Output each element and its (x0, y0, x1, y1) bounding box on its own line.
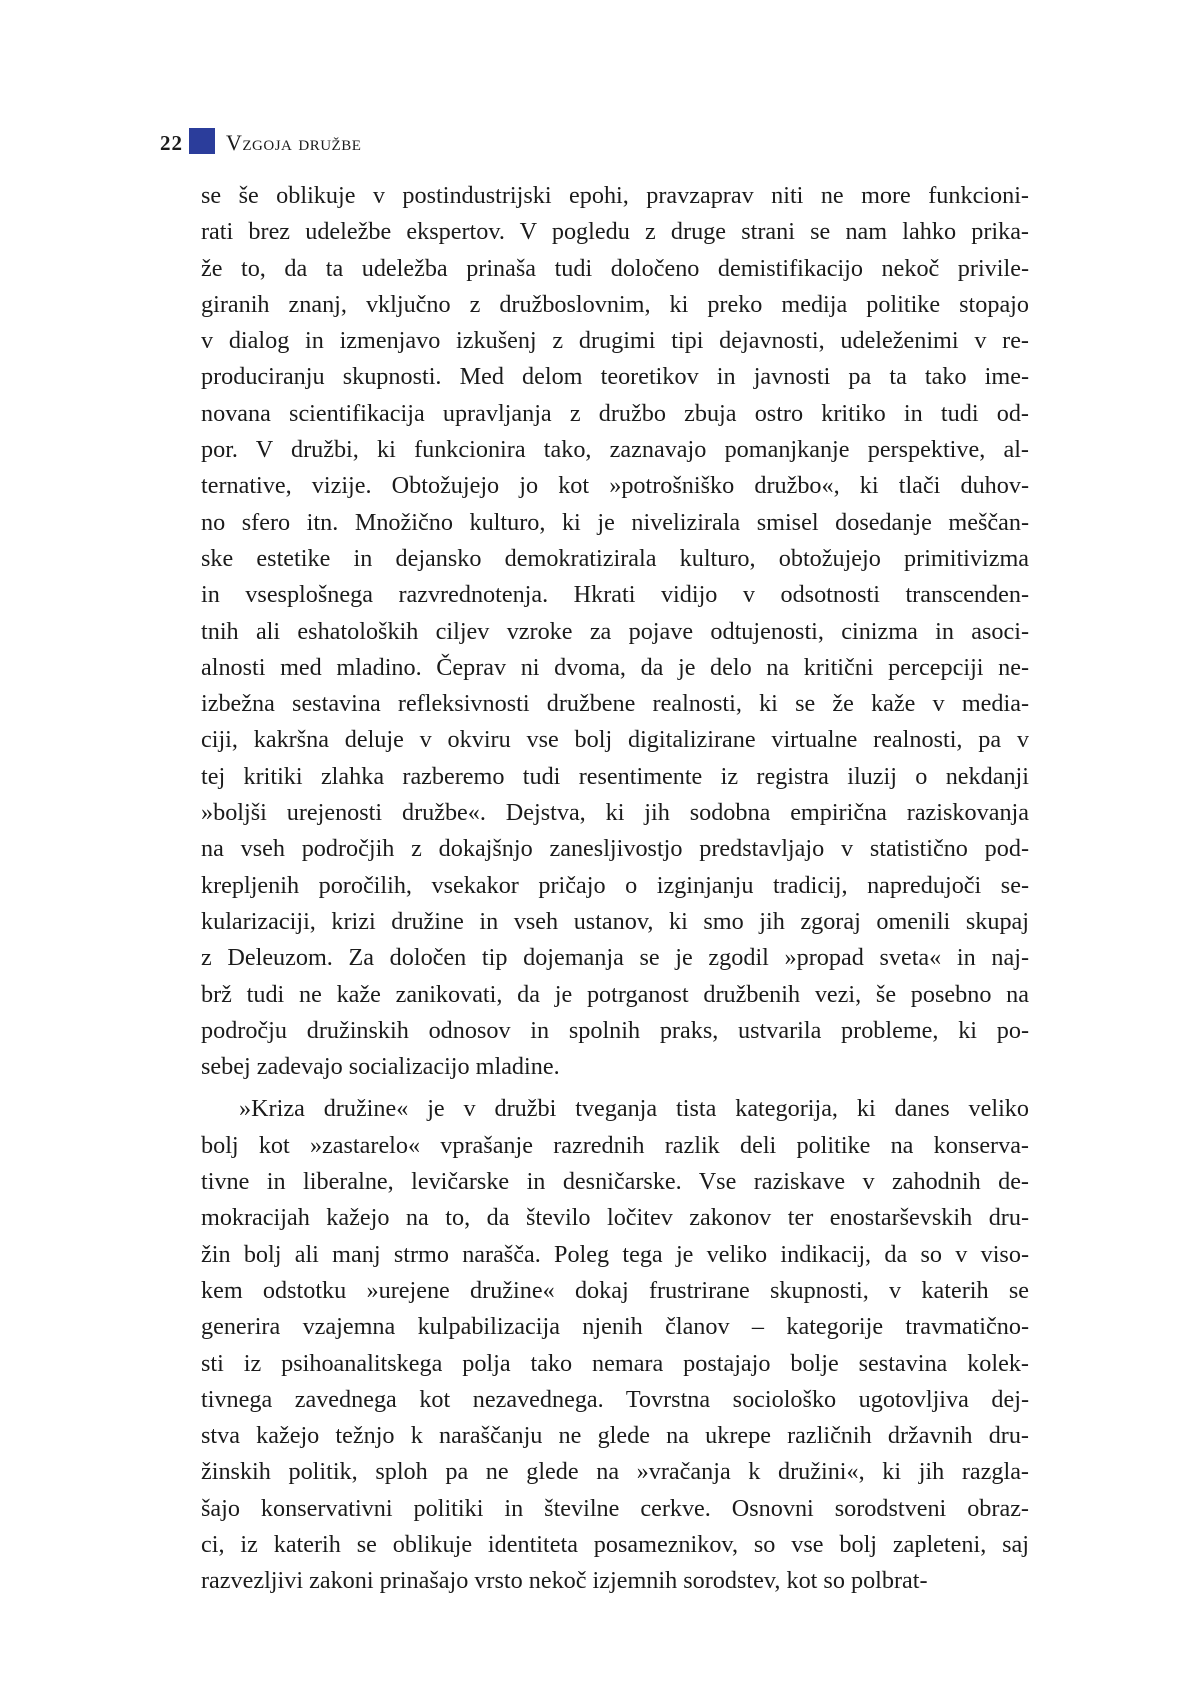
text-line: brž tudi ne kaže zanikovati, da je potrganost družbenih vezi, še posebno na (201, 980, 1029, 1008)
text-line: šajo konservativni politiki in številne cerkve. Osnovni sorodstveni obraz- (201, 1494, 1029, 1522)
body-text (201, 178, 1029, 1600)
text-line: »boljši urejenosti družbe«. Dejstva, ki jih sodobna empirična raziskovanja (201, 799, 1029, 827)
page-number: 22 (160, 131, 183, 155)
text-line: ci, iz katerih se oblikuje identiteta posameznikov, so vse bolj zapleteni, saj (201, 1530, 1029, 1558)
text-line: tej kritiki zlahka razberemo tudi resentimente iz registra iluzij o nekdanji (201, 762, 1029, 790)
header-blue-square (189, 128, 215, 154)
text-line: tivne in liberalne, levičarske in desničarske. Vse raziskave v zahodnih de- (201, 1168, 1029, 1196)
text-line: kem odstotku »urejene družine« dokaj frustrirane skupnosti, v katerih se (201, 1276, 1029, 1304)
text-line: se še oblikuje v postindustrijski epohi, pravzaprav niti ne more funkcioni- (201, 182, 1029, 209)
text-line: alnosti med mladino. Čeprav ni dvoma, da je delo na kritični percepciji ne- (201, 653, 1029, 681)
text-line: na vseh področjih z dokajšnjo zanesljivostjo predstavljajo v statistično pod- (201, 835, 1029, 863)
text-line: tivnega zavednega kot nezavednega. Tovrstna sociološko ugotovljiva dej- (201, 1385, 1029, 1413)
text-line: tnih ali eshatoloških ciljev vzroke za pojave odtujenosti, cinizma in asoci- (201, 617, 1029, 645)
text-line: giranih znanj, vključno z družboslovnim, ki preko medija politike stopajo (201, 290, 1029, 318)
text-line: kularizaciji, krizi družine in vseh ustanov, ki smo jih zgoraj omenili skupaj (201, 907, 1029, 935)
text-line: stva kažejo težnjo k naraščanju ne glede na ukrepe različnih državnih dru- (201, 1422, 1029, 1450)
text-line: v dialog in izmenjavo izkušenj z drugimi tipi dejavnosti, udeleženimi v re- (201, 327, 1029, 355)
text-line: sti iz psihoanalitskega polja tako nemara postajajo bolje sestavina kolek- (201, 1349, 1029, 1377)
text-line: novana scientifikacija upravljanja z družbo zbuja ostro kritiko in tudi od- (201, 399, 1029, 427)
text-line: razvezljivi zakoni prinašajo vrsto nekoč izjemnih sorodstev, kot so polbrat- (201, 1567, 928, 1595)
text-line: z Deleuzom. Za določen tip dojemanja se je zgodil »propad sveta« in naj- (201, 944, 1029, 972)
text-line: »Kriza družine« je v družbi tveganja tista kategorija, ki danes veliko (239, 1095, 1029, 1123)
text-line: sebej zadevajo socializacijo mladine. (201, 1053, 560, 1081)
text-line: rati brez udeležbe ekspertov. V pogledu z druge strani se nam lahko prika- (201, 218, 1029, 246)
text-line: žin bolj ali manj strmo narašča. Poleg tega je veliko indikacij, da so v viso- (201, 1240, 1029, 1268)
text-line: krepljenih poročilih, vsekakor pričajo o izginjanju tradicij, napredujoči se- (201, 871, 1029, 899)
text-line: bolj kot »zastarelo« vprašanje razrednih razlik deli politike na konserva- (201, 1131, 1029, 1159)
text-line: žinskih politik, sploh pa ne glede na »vračanja k družini«, ki jih razgla- (201, 1458, 1029, 1486)
text-line: ciji, kakršna deluje v okviru vse bolj digitalizirane virtualne realnosti, pa v (201, 726, 1029, 754)
text-line: por. V družbi, ki funkcionira tako, zaznavajo pomanjkanje perspektive, al- (201, 436, 1029, 464)
text-line: produciranju skupnosti. Med delom teoretikov in javnosti pa ta tako ime- (201, 363, 1029, 391)
text-line: ternative, vizije. Obtožujejo jo kot »potrošniško družbo«, ki tlači duhov- (201, 472, 1029, 500)
text-line: že to, da ta udeležba prinaša tudi določeno demistifikacijo nekoč privile- (201, 254, 1029, 282)
running-title: Vzgoja družbe (226, 130, 362, 155)
text-line: generira vzajemna kulpabilizacija njenih članov – kategorije travmatično- (201, 1313, 1029, 1341)
page-header (160, 128, 361, 154)
text-line: ske estetike in dejansko demokratizirala kulturo, obtožujejo primitivizma (201, 544, 1029, 572)
text-line: področju družinskih odnosov in spolnih praks, ustvarila probleme, ki po- (201, 1016, 1029, 1044)
paragraph (201, 178, 1029, 1085)
text-line: in vsesplošnega razvrednotenja. Hkrati vidijo v odsotnosti transcenden- (201, 581, 1029, 609)
text-line: mokracijah kažejo na to, da število ločitev zakonov ter enostarševskih dru- (201, 1204, 1029, 1232)
text-line: no sfero itn. Množično kulturo, ki je nivelizirala smisel dosedanje meščan- (201, 508, 1029, 536)
paragraph (201, 1091, 1029, 1599)
text-line: izbežna sestavina refleksivnosti družbene realnosti, ki se že kaže v media- (201, 690, 1029, 718)
